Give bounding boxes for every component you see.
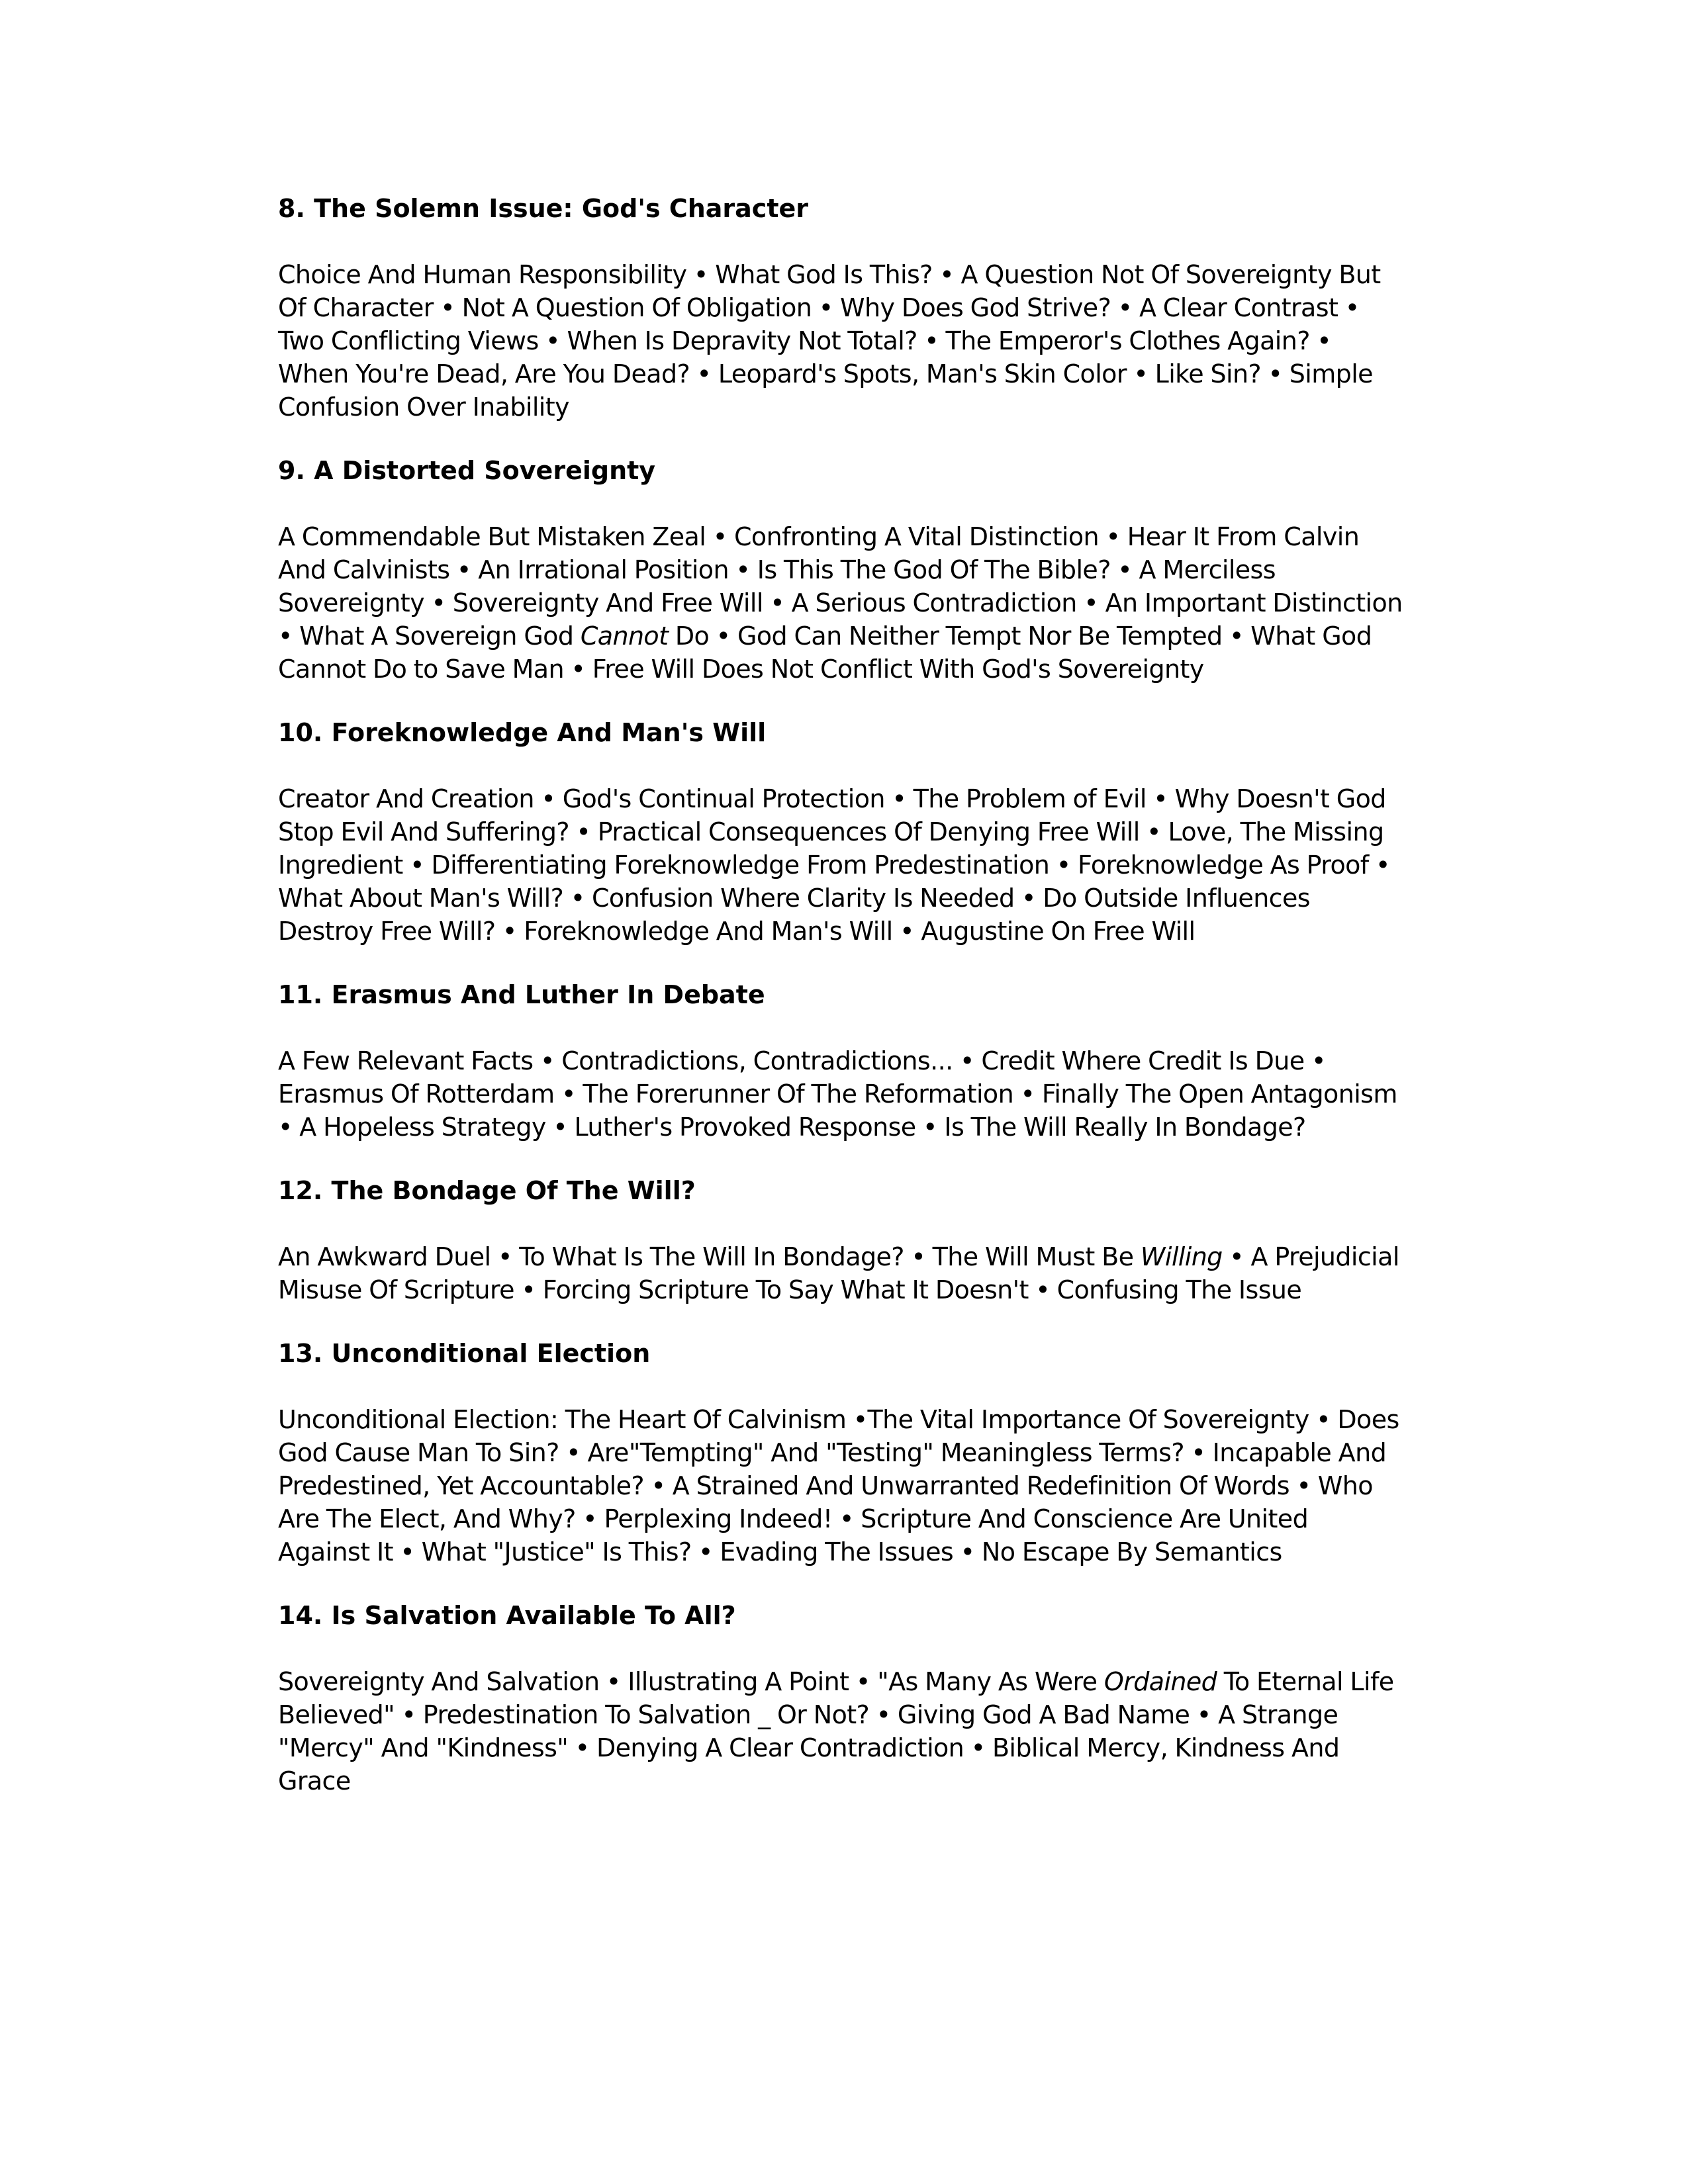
topic-item: Erasmus Of Rotterdam bbox=[278, 1079, 555, 1109]
chapter-section bbox=[278, 1174, 1403, 1306]
topic-item: A Hopeless Strategy bbox=[299, 1113, 546, 1142]
topic-item: Hear It From Calvin And Calvinists bbox=[278, 522, 1360, 584]
chapter-title: 13. Unconditional Election bbox=[278, 1339, 651, 1368]
topic-item: Foreknowledge As Proof bbox=[1078, 850, 1369, 880]
bullet-separator: • bbox=[953, 1046, 982, 1075]
bullet-separator: • bbox=[424, 588, 453, 617]
chapter-topics bbox=[278, 1044, 1403, 1144]
bullet-separator: • bbox=[1076, 588, 1105, 617]
topic-item: Confronting A Vital Distinction bbox=[734, 522, 1099, 551]
chapter-section bbox=[278, 454, 1403, 686]
topic-item: Forcing Scripture To Say What It Doesn't bbox=[542, 1275, 1029, 1304]
bullet-separator: • bbox=[869, 1700, 898, 1729]
bullet-separator: • bbox=[706, 522, 734, 551]
chapter-title: 9. A Distorted Sovereignty bbox=[278, 456, 656, 485]
chapter-topics bbox=[278, 1240, 1403, 1306]
chapter-topics bbox=[278, 258, 1403, 424]
bullet-separator: • bbox=[1261, 359, 1289, 388]
topic-item: Love, The Missing Ingredient bbox=[278, 817, 1384, 880]
bullet-separator: • bbox=[402, 850, 432, 880]
bullet-separator: • bbox=[1110, 555, 1139, 584]
topic-item: Predestination To Salvation _ Or Not? bbox=[422, 1700, 870, 1729]
topic-item: A Strange "Mercy" And "Kindness" bbox=[278, 1700, 1338, 1762]
topic-item: Sovereignty And Salvation bbox=[278, 1667, 600, 1696]
topic-item: To What Is The Will In Bondage? bbox=[519, 1242, 904, 1271]
chapter-section bbox=[278, 716, 1403, 948]
topic-item: Confusing The Issue bbox=[1056, 1275, 1302, 1304]
topic-item: Why Doesn't God Stop Evil And Suffering? bbox=[278, 784, 1386, 846]
bullet-separator: • bbox=[563, 884, 592, 913]
bullet-separator: • bbox=[709, 621, 737, 651]
bullet-separator: • bbox=[1028, 1275, 1057, 1304]
topic-item: Free Will Does Not Conflict With God's Sovereignty bbox=[592, 655, 1204, 684]
chapter-section bbox=[278, 1599, 1403, 1797]
bullet-separator: • bbox=[1190, 1700, 1219, 1729]
bullet-separator: • bbox=[1368, 850, 1390, 880]
chapter-section bbox=[278, 192, 1403, 424]
topic-item: The Forerunner Of The Reformation bbox=[583, 1079, 1014, 1109]
bullet-separator: • bbox=[1126, 359, 1155, 388]
topic-item: Luther's Provoked Response bbox=[574, 1113, 916, 1142]
chapter-topics bbox=[278, 782, 1403, 948]
chapter-section bbox=[278, 978, 1403, 1144]
topic-item: Confusion Where Clarity Is Needed bbox=[592, 884, 1015, 913]
document-page bbox=[278, 192, 1403, 1828]
topic-item: Is This The God Of The Bible? bbox=[757, 555, 1111, 584]
topic-item: Denying A Clear Contradiction bbox=[596, 1733, 964, 1762]
topic-item: A Question Not Of Sovereignty But Of Character bbox=[278, 260, 1381, 322]
chapter-topics: Unconditional Election: The Heart Of Calvinism •The Vital Importance Of Sovereignty • Does God Cause Man To Sin? • Are"Tempting" And "Testing" Meaningless Terms? • Incapable And Predestined, Yet Accountable? • A Strained And Unwarranted Redefinition Of Words • Who Are The Elect, And Why? • Perplexing Indeed! • Scripture And Conscience Are United Against It • What "Justice" Is This? • Evading The Issues • No Escape By Semantics bbox=[278, 1405, 1399, 1567]
topic-item: What About Man's Will? bbox=[278, 884, 564, 913]
topic-item: Do Outside Influences Destroy Free Will? bbox=[278, 884, 1310, 946]
topic-item: Contradictions, Contradictions... bbox=[561, 1046, 953, 1075]
bullet-separator: • bbox=[491, 1242, 520, 1271]
topic-item: Foreknowledge And Man's Will bbox=[524, 917, 893, 946]
bullet-separator: • bbox=[1098, 522, 1127, 551]
topic-item: The Emperor's Clothes Again? bbox=[945, 326, 1310, 355]
topic-item: An Awkward Duel bbox=[278, 1242, 491, 1271]
bullet-separator: • bbox=[514, 1275, 543, 1304]
topic-item: Is The Will Really In Bondage? bbox=[944, 1113, 1306, 1142]
bullet-separator: • bbox=[554, 1079, 583, 1109]
topic-item: Finally The Open Antagonism bbox=[1041, 1079, 1397, 1109]
bullet-separator: • bbox=[917, 326, 946, 355]
topic-item: Not A Question Of Obligation bbox=[461, 293, 812, 322]
bullet-separator: • bbox=[686, 260, 716, 289]
bullet-separator: • bbox=[545, 1113, 575, 1142]
topic-item: God's Continual Protection bbox=[562, 784, 885, 813]
bullet-separator: • bbox=[1222, 621, 1251, 651]
bullet-separator: • bbox=[1146, 784, 1175, 813]
topic-item: Why Does God Strive? bbox=[840, 293, 1111, 322]
bullet-separator: • bbox=[278, 1113, 300, 1142]
topic-item: Illustrating A Point bbox=[628, 1667, 849, 1696]
bullet-separator: • bbox=[1111, 293, 1139, 322]
topic-item: A Commendable But Mistaken Zeal bbox=[278, 522, 706, 551]
bullet-separator: • bbox=[1014, 884, 1043, 913]
bullet-separator: • bbox=[449, 555, 479, 584]
topic-item: Like Sin? bbox=[1154, 359, 1261, 388]
bullet-separator: • bbox=[849, 1667, 878, 1696]
bullet-separator: • bbox=[932, 260, 961, 289]
topic-item: What God Is This? bbox=[715, 260, 933, 289]
topic-item: Differentiating Foreknowledge From Predestination bbox=[431, 850, 1050, 880]
topic-item: Simple Confusion Over Inability bbox=[278, 359, 1373, 422]
topic-item: What God Cannot Do to Save Man bbox=[278, 621, 1372, 684]
bullet-separator: • bbox=[1309, 326, 1332, 355]
topic-item: When Is Depravity Not Total? bbox=[567, 326, 917, 355]
bullet-separator: • bbox=[563, 655, 592, 684]
bullet-separator: • bbox=[1139, 817, 1168, 846]
topic-item: Creator And Creation bbox=[278, 784, 534, 813]
topic-item: A Clear Contrast bbox=[1139, 293, 1338, 322]
bullet-separator: • bbox=[884, 784, 914, 813]
topic-item: An Irrational Position bbox=[478, 555, 729, 584]
bullet-separator: • bbox=[1338, 293, 1360, 322]
bullet-separator: • bbox=[763, 588, 792, 617]
bullet-separator: • bbox=[1304, 1046, 1326, 1075]
chapter-title: 11. Erasmus And Luther In Debate bbox=[278, 980, 765, 1009]
bullet-separator: • bbox=[728, 555, 757, 584]
topic-item: Giving God A Bad Name bbox=[897, 1700, 1190, 1729]
bullet-separator: • bbox=[599, 1667, 628, 1696]
topic-item: Sovereignty And Free Will bbox=[452, 588, 763, 617]
topic-item: A Merciless Sovereignty bbox=[278, 555, 1276, 617]
chapter-title: 12. The Bondage Of The Will? bbox=[278, 1176, 696, 1205]
topic-item: "As Many As Were Ordained To Eternal Life Believed" bbox=[278, 1667, 1394, 1729]
topic-item: Two Conflicting Views bbox=[278, 326, 539, 355]
bullet-separator: • bbox=[1049, 850, 1078, 880]
bullet-separator: • bbox=[278, 621, 300, 651]
topic-item: A Prejudicial Misuse Of Scripture bbox=[278, 1242, 1399, 1304]
topic-item: When You're Dead, Are You Dead? bbox=[278, 359, 690, 388]
chapter-topics bbox=[278, 1665, 1403, 1797]
chapter-title: 8. The Solemn Issue: God's Character bbox=[278, 194, 809, 223]
chapter-title: 14. Is Salvation Available To All? bbox=[278, 1601, 736, 1630]
topic-item: God Can Neither Tempt Nor Be Tempted bbox=[737, 621, 1223, 651]
topic-item: Leopard's Spots, Man's Skin Color bbox=[718, 359, 1127, 388]
bullet-separator: • bbox=[1222, 1242, 1251, 1271]
topic-item: What A Sovereign God Cannot Do bbox=[299, 621, 710, 651]
bullet-separator: • bbox=[812, 293, 841, 322]
topic-item: Credit Where Credit Is Due bbox=[981, 1046, 1305, 1075]
bullet-separator: • bbox=[538, 326, 567, 355]
topic-item: Biblical Mercy, Kindness And Grace bbox=[278, 1733, 1340, 1796]
topic-item: An Important Distinction bbox=[1105, 588, 1403, 617]
bullet-separator: • bbox=[904, 1242, 933, 1271]
chapter-title: 10. Foreknowledge And Man's Will bbox=[278, 718, 767, 747]
bullet-separator: • bbox=[534, 784, 563, 813]
bullet-separator: • bbox=[568, 1733, 596, 1762]
chapter-section bbox=[278, 1337, 1403, 1569]
topic-item: A Few Relevant Facts bbox=[278, 1046, 534, 1075]
bullet-separator: • bbox=[690, 359, 718, 388]
bullet-separator: • bbox=[892, 917, 921, 946]
bullet-separator: • bbox=[395, 1700, 423, 1729]
topic-item: Practical Consequences Of Denying Free Will bbox=[597, 817, 1140, 846]
topic-item: Augustine On Free Will bbox=[921, 917, 1196, 946]
bullet-separator: • bbox=[433, 293, 462, 322]
bullet-separator: • bbox=[569, 817, 598, 846]
bullet-separator: • bbox=[1013, 1079, 1042, 1109]
topic-item: A Serious Contradiction bbox=[791, 588, 1077, 617]
chapter-list bbox=[278, 192, 1403, 1797]
topic-item: Choice And Human Responsibility bbox=[278, 260, 687, 289]
topic-item: The Problem of Evil bbox=[913, 784, 1147, 813]
bullet-separator: • bbox=[915, 1113, 945, 1142]
topic-item: The Will Must Be Willing bbox=[932, 1242, 1223, 1271]
bullet-separator: • bbox=[964, 1733, 992, 1762]
chapter-topics bbox=[278, 520, 1403, 686]
bullet-separator: • bbox=[495, 917, 524, 946]
bullet-separator: • bbox=[533, 1046, 562, 1075]
